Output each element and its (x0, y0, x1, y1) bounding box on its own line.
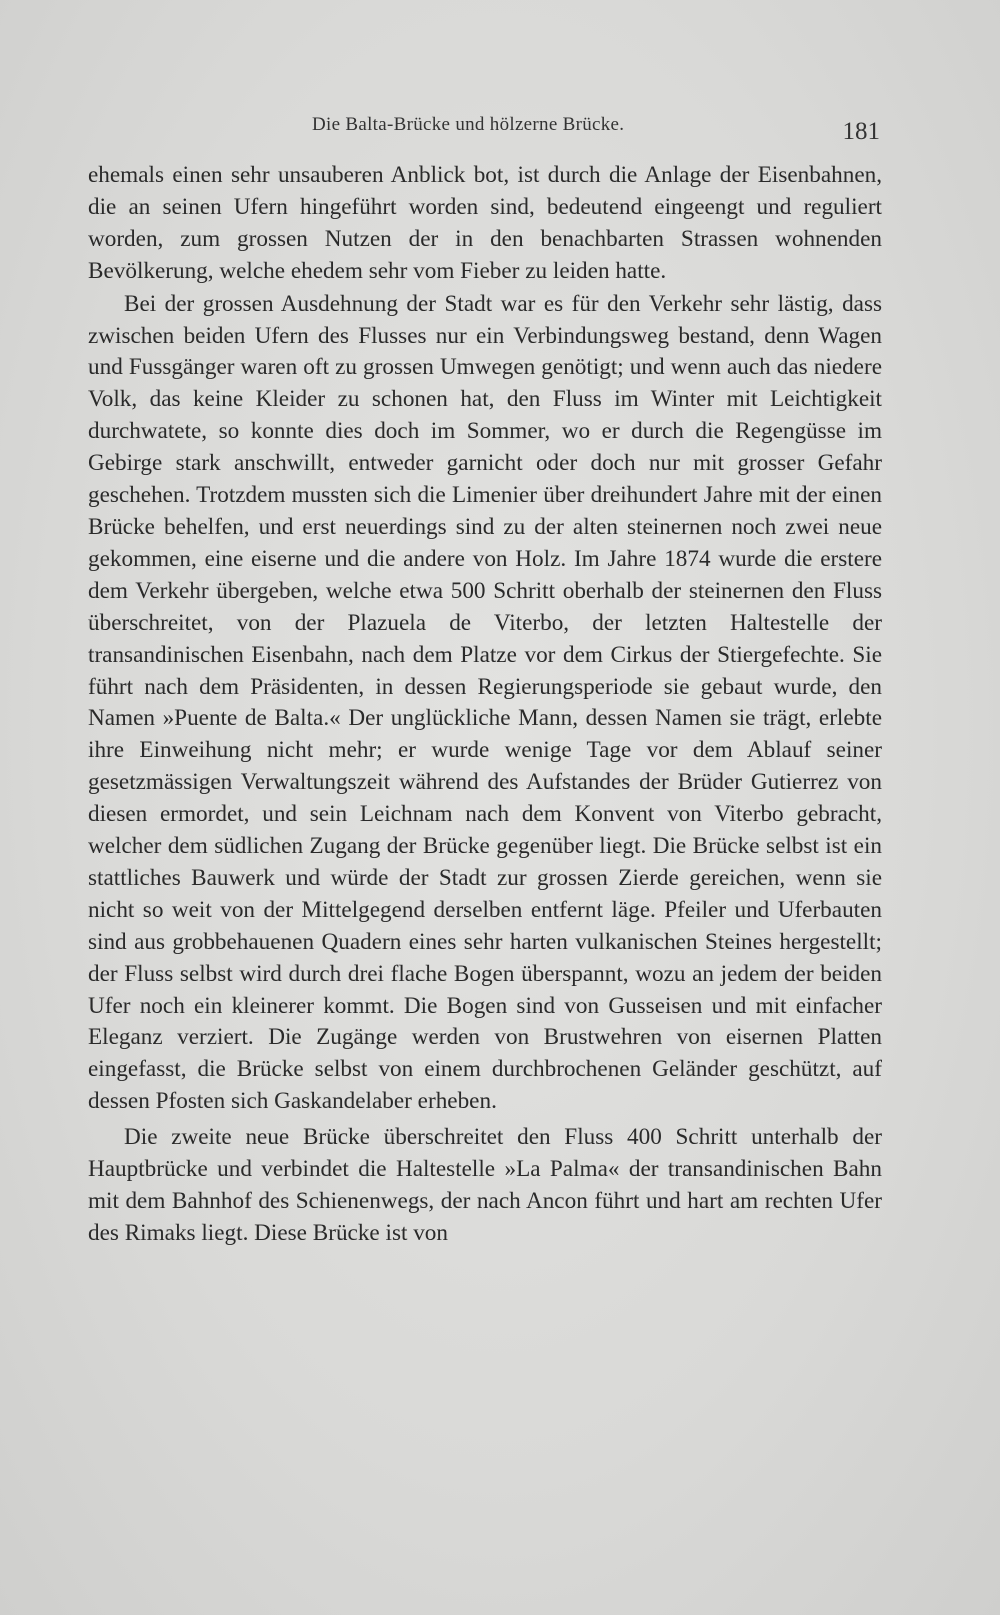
running-title: Die Balta-Brücke und hölzerne Brücke. (312, 114, 625, 135)
paragraph-balta-bridge: Bei der grossen Ausdehnung der Stadt war es für den Verkehr sehr lästig, dass zwischen beiden Ufern des Flusses nur ein Verbindungsweg bestand, denn Wagen und Fussgänger waren oft zu grossen Umwegen genötigt; und wenn auch das niedere Volk, das keine Kleider zu schonen hat, den Fluss im Winter mit Leichtigkeit durchwatete, so konnte dies doch im Sommer, wo er durch die Regengüsse im Gebirge stark anschwillt, entweder garnicht oder doch nur mit grosser Gefahr geschehen. Trotzdem mussten sich die Limenier über dreihundert Jahre mit der einen Brücke behelfen, und erst neuerdings sind zu der alten steinernen noch zwei neue gekommen, eine eiserne und die andere von Holz. Im Jahre 1874 wurde die erstere dem Verkehr übergeben, welche etwa 500 Schritt oberhalb der steinernen den Fluss überschreitet, von der Plazuela de Viterbo, der letzten Haltestelle der transandinischen Eisenbahn, nach dem Platze vor dem Cirkus der Stiergefechte. Sie führt nach dem Präsidenten, in dessen Regierungsperiode sie gebaut wurde, den Namen »Puente de Balta.« Der unglückliche Mann, dessen Namen sie trägt, erlebte ihre Einweihung nicht mehr; er wurde wenige Tage vor dem Ablauf seiner gesetzmässigen Verwaltungszeit während des Aufstandes der Brüder Gutierrez von diesen ermordet, und sein Leichnam nach dem Konvent von Viterbo gebracht, welcher dem südlichen Zugang der Brücke gegenüber liegt. Die Brücke selbst ist ein stattliches Bauwerk und würde der Stadt zur grossen Zierde gereichen, wenn sie nicht so weit von der Mittelgegend derselben entfernt läge. Pfeiler und Uferbauten sind aus grobbehauenen Quadern eines sehr harten vulkanischen Steines hergestellt; der Fluss selbst wird durch drei flache Bogen überspannt, wozu an jedem der beiden Ufer noch ein kleinerer kommt. Die Bogen sind von Gusseisen und mit einfacher Eleganz verziert. Die Zugänge werden von Brustwehren von eisernen Platten eingefasst, die Brücke selbst von einem durchbrochenen Geländer geschützt, auf dessen Pfosten sich Gaskandelaber erheben. (88, 290, 882, 1115)
running-header (90, 114, 880, 144)
page-number: 181 (842, 118, 880, 145)
paragraph-continuation: ehemals einen sehr unsauberen Anblick bot, ist durch die Anlage der Eisenbahnen, die an seinen Ufern hingeführt worden sind, bedeutend eingeengt und reguliert worden, zum grossen Nutzen der in den benachbarten Strassen wohnenden Bevölkerung, welche ehedem sehr vom Fieber zu leiden hatte. (88, 162, 882, 284)
paragraph-second-bridge: Die zweite neue Brücke überschreitet den Fluss 400 Schritt unterhalb der Hauptbrücke und verbindet die Haltestelle »La Palma« der transandinischen Bahn mit dem Bahnhof des Schienenwegs, der nach Ancon führt und hart am rechten Ufer des Rimaks liegt. Diese Brücke ist von (88, 1124, 882, 1246)
body-text (88, 160, 882, 1250)
